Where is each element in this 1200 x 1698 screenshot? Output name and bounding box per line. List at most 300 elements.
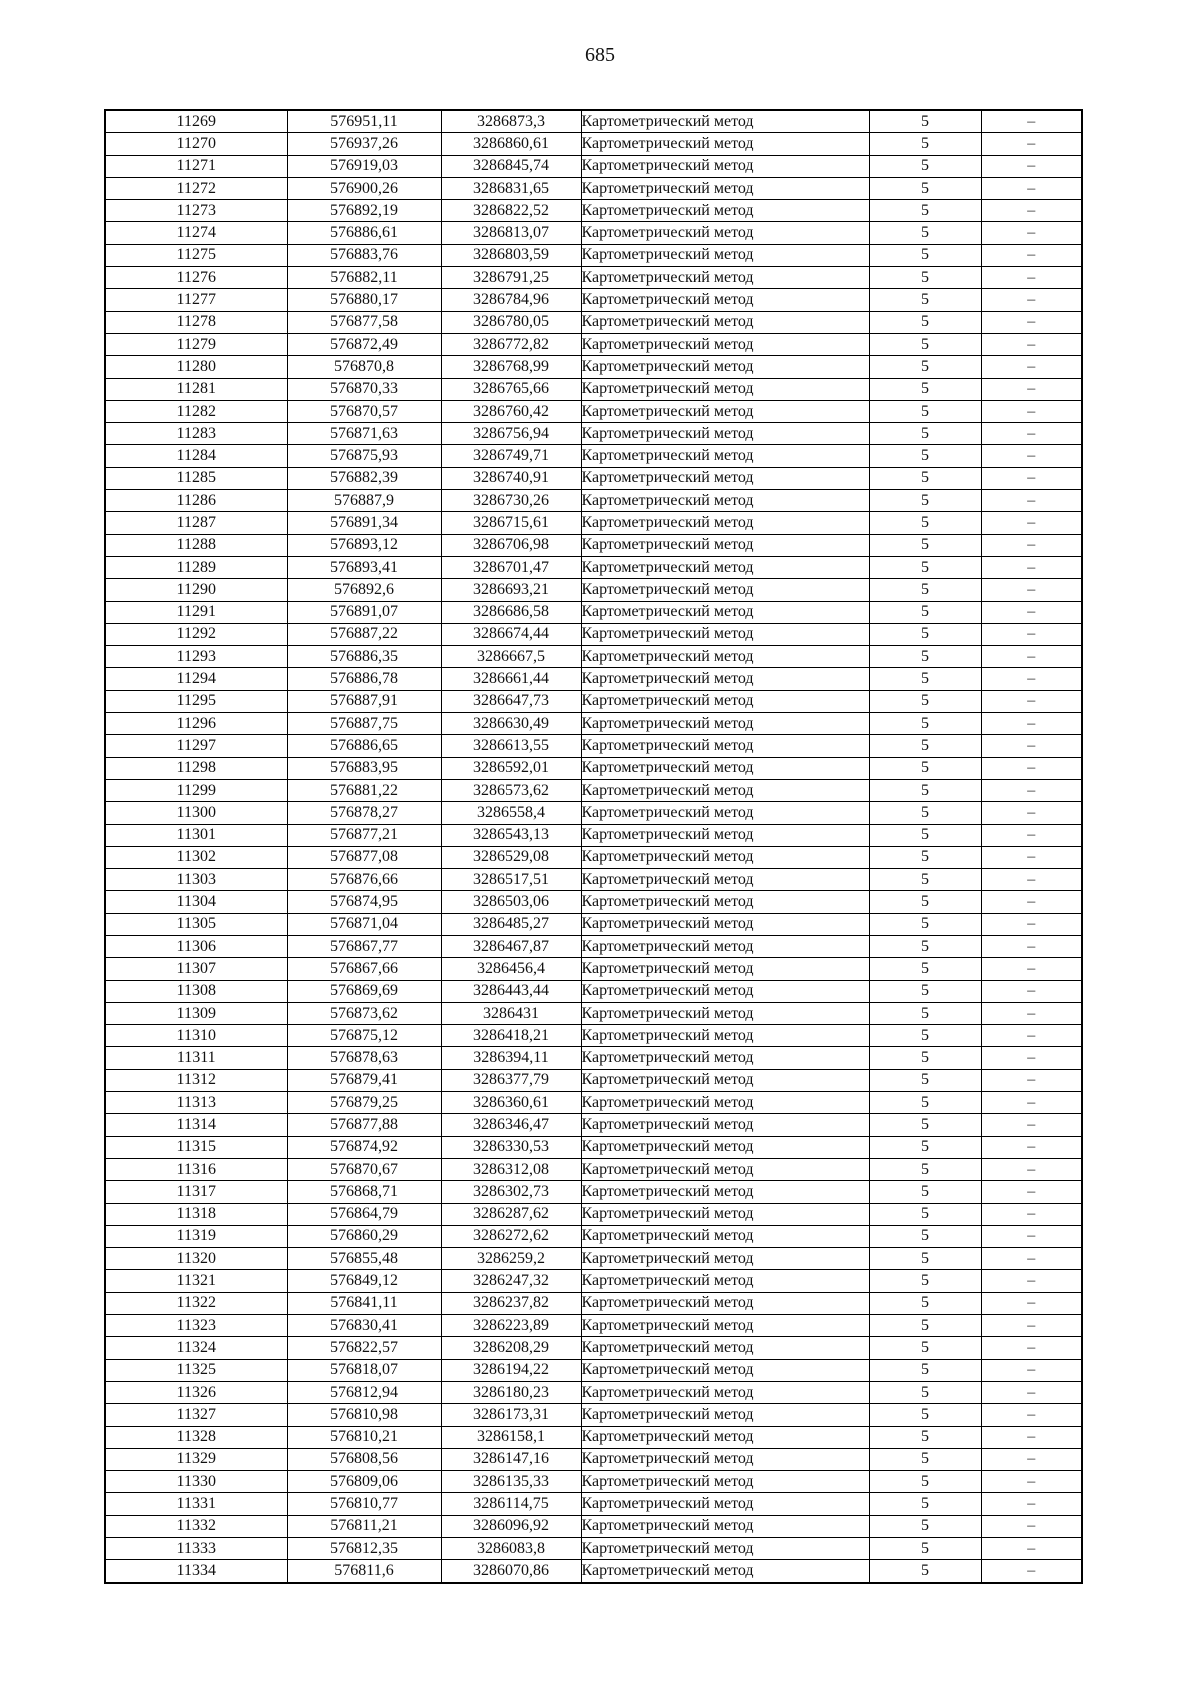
table-row <box>105 110 1082 133</box>
point-number-cell: 11276 <box>105 267 287 289</box>
accuracy-cell: 5 <box>869 1092 981 1114</box>
table-row <box>105 512 1082 534</box>
method-cell: Картометрический метод <box>581 1292 869 1314</box>
y-coordinate-cell: 3286194,22 <box>441 1359 581 1381</box>
method-cell: Картометрический метод <box>581 668 869 690</box>
y-coordinate-cell: 3286259,2 <box>441 1248 581 1270</box>
table-row <box>105 846 1082 868</box>
table-row <box>105 1292 1082 1314</box>
table-row <box>105 1337 1082 1359</box>
table-row <box>105 333 1082 355</box>
point-number-cell: 11294 <box>105 668 287 690</box>
point-number-cell: 11274 <box>105 222 287 244</box>
x-coordinate-cell: 576891,34 <box>287 512 441 534</box>
x-coordinate-cell: 576892,6 <box>287 579 441 601</box>
accuracy-cell: 5 <box>869 311 981 333</box>
accuracy-cell: 5 <box>869 423 981 445</box>
method-cell: Картометрический метод <box>581 869 869 891</box>
table-row <box>105 200 1082 222</box>
table-row <box>105 1225 1082 1247</box>
x-coordinate-cell: 576937,26 <box>287 133 441 155</box>
accuracy-cell: 5 <box>869 1538 981 1560</box>
y-coordinate-cell: 3286543,13 <box>441 824 581 846</box>
note-cell: – <box>981 779 1082 801</box>
method-cell: Картометрический метод <box>581 356 869 378</box>
note-cell: – <box>981 824 1082 846</box>
x-coordinate-cell: 576880,17 <box>287 289 441 311</box>
note-cell: – <box>981 1203 1082 1225</box>
method-cell: Картометрический метод <box>581 690 869 712</box>
x-coordinate-cell: 576900,26 <box>287 177 441 199</box>
x-coordinate-cell: 576951,11 <box>287 110 441 133</box>
note-cell: – <box>981 1158 1082 1180</box>
note-cell: – <box>981 713 1082 735</box>
method-cell: Картометрический метод <box>581 222 869 244</box>
point-number-cell: 11319 <box>105 1225 287 1247</box>
y-coordinate-cell: 3286394,11 <box>441 1047 581 1069</box>
table-row <box>105 1515 1082 1537</box>
accuracy-cell: 5 <box>869 1248 981 1270</box>
point-number-cell: 11271 <box>105 155 287 177</box>
x-coordinate-cell: 576879,25 <box>287 1092 441 1114</box>
table-row <box>105 133 1082 155</box>
x-coordinate-cell: 576879,41 <box>287 1069 441 1091</box>
note-cell: – <box>981 1136 1082 1158</box>
y-coordinate-cell: 3286287,62 <box>441 1203 581 1225</box>
table-row <box>105 400 1082 422</box>
table-row <box>105 177 1082 199</box>
accuracy-cell: 5 <box>869 512 981 534</box>
x-coordinate-cell: 576875,93 <box>287 445 441 467</box>
method-cell: Картометрический метод <box>581 980 869 1002</box>
x-coordinate-cell: 576883,95 <box>287 757 441 779</box>
method-cell: Картометрический метод <box>581 445 869 467</box>
table-row <box>105 891 1082 913</box>
accuracy-cell: 5 <box>869 846 981 868</box>
table-row <box>105 757 1082 779</box>
y-coordinate-cell: 3286784,96 <box>441 289 581 311</box>
x-coordinate-cell: 576870,57 <box>287 400 441 422</box>
x-coordinate-cell: 576877,21 <box>287 824 441 846</box>
point-number-cell: 11303 <box>105 869 287 891</box>
method-cell: Картометрический метод <box>581 333 869 355</box>
table-row <box>105 913 1082 935</box>
method-cell: Картометрический метод <box>581 1114 869 1136</box>
note-cell: – <box>981 423 1082 445</box>
x-coordinate-cell: 576877,08 <box>287 846 441 868</box>
method-cell: Картометрический метод <box>581 1136 869 1158</box>
point-number-cell: 11297 <box>105 735 287 757</box>
point-number-cell: 11332 <box>105 1515 287 1537</box>
x-coordinate-cell: 576830,41 <box>287 1315 441 1337</box>
note-cell: – <box>981 891 1082 913</box>
note-cell: – <box>981 601 1082 623</box>
accuracy-cell: 5 <box>869 1560 981 1583</box>
point-number-cell: 11280 <box>105 356 287 378</box>
y-coordinate-cell: 3286096,92 <box>441 1515 581 1537</box>
method-cell: Картометрический метод <box>581 1069 869 1091</box>
method-cell: Картометрический метод <box>581 891 869 913</box>
accuracy-cell: 5 <box>869 244 981 266</box>
x-coordinate-cell: 576887,91 <box>287 690 441 712</box>
method-cell: Картометрический метод <box>581 713 869 735</box>
x-coordinate-cell: 576886,61 <box>287 222 441 244</box>
x-coordinate-cell: 576876,66 <box>287 869 441 891</box>
x-coordinate-cell: 576877,88 <box>287 1114 441 1136</box>
accuracy-cell: 5 <box>869 534 981 556</box>
y-coordinate-cell: 3286706,98 <box>441 534 581 556</box>
table-row <box>105 445 1082 467</box>
x-coordinate-cell: 576873,62 <box>287 1002 441 1024</box>
note-cell: – <box>981 1002 1082 1024</box>
y-coordinate-cell: 3286443,44 <box>441 980 581 1002</box>
accuracy-cell: 5 <box>869 690 981 712</box>
point-number-cell: 11298 <box>105 757 287 779</box>
point-number-cell: 11269 <box>105 110 287 133</box>
method-cell: Картометрический метод <box>581 735 869 757</box>
note-cell: – <box>981 556 1082 578</box>
accuracy-cell: 5 <box>869 980 981 1002</box>
method-cell: Картометрический метод <box>581 200 869 222</box>
point-number-cell: 11287 <box>105 512 287 534</box>
accuracy-cell: 5 <box>869 1136 981 1158</box>
accuracy-cell: 5 <box>869 177 981 199</box>
table-row <box>105 289 1082 311</box>
table-row <box>105 1181 1082 1203</box>
accuracy-cell: 5 <box>869 913 981 935</box>
note-cell: – <box>981 757 1082 779</box>
accuracy-cell: 5 <box>869 1225 981 1247</box>
x-coordinate-cell: 576887,22 <box>287 623 441 645</box>
table-row <box>105 1471 1082 1493</box>
accuracy-cell: 5 <box>869 556 981 578</box>
table-row <box>105 1538 1082 1560</box>
y-coordinate-cell: 3286715,61 <box>441 512 581 534</box>
table-row <box>105 1136 1082 1158</box>
method-cell: Картометрический метод <box>581 1560 869 1583</box>
y-coordinate-cell: 3286330,53 <box>441 1136 581 1158</box>
accuracy-cell: 5 <box>869 445 981 467</box>
accuracy-cell: 5 <box>869 713 981 735</box>
note-cell: – <box>981 646 1082 668</box>
y-coordinate-cell: 3286083,8 <box>441 1538 581 1560</box>
method-cell: Картометрический метод <box>581 1404 869 1426</box>
point-number-cell: 11273 <box>105 200 287 222</box>
x-coordinate-cell: 576874,92 <box>287 1136 441 1158</box>
method-cell: Картометрический метод <box>581 155 869 177</box>
method-cell: Картометрический метод <box>581 110 869 133</box>
note-cell: – <box>981 333 1082 355</box>
accuracy-cell: 5 <box>869 1381 981 1403</box>
y-coordinate-cell: 3286686,58 <box>441 601 581 623</box>
x-coordinate-cell: 576877,58 <box>287 311 441 333</box>
x-coordinate-cell: 576882,11 <box>287 267 441 289</box>
table-row <box>105 1404 1082 1426</box>
method-cell: Картометрический метод <box>581 267 869 289</box>
y-coordinate-cell: 3286223,89 <box>441 1315 581 1337</box>
note-cell: – <box>981 356 1082 378</box>
accuracy-cell: 5 <box>869 802 981 824</box>
method-cell: Картометрический метод <box>581 311 869 333</box>
y-coordinate-cell: 3286661,44 <box>441 668 581 690</box>
method-cell: Картометрический метод <box>581 1538 869 1560</box>
note-cell: – <box>981 1448 1082 1470</box>
point-number-cell: 11334 <box>105 1560 287 1583</box>
table-row <box>105 311 1082 333</box>
table-row <box>105 1025 1082 1047</box>
method-cell: Картометрический метод <box>581 1248 869 1270</box>
x-coordinate-cell: 576870,8 <box>287 356 441 378</box>
y-coordinate-cell: 3286749,71 <box>441 445 581 467</box>
y-coordinate-cell: 3286529,08 <box>441 846 581 868</box>
method-cell: Картометрический метод <box>581 177 869 199</box>
table-row <box>105 1047 1082 1069</box>
y-coordinate-cell: 3286237,82 <box>441 1292 581 1314</box>
method-cell: Картометрический метод <box>581 1315 869 1337</box>
point-number-cell: 11325 <box>105 1359 287 1381</box>
point-number-cell: 11272 <box>105 177 287 199</box>
method-cell: Картометрический метод <box>581 601 869 623</box>
y-coordinate-cell: 3286360,61 <box>441 1092 581 1114</box>
coordinates-table <box>104 109 1083 1584</box>
point-number-cell: 11317 <box>105 1181 287 1203</box>
accuracy-cell: 5 <box>869 133 981 155</box>
note-cell: – <box>981 802 1082 824</box>
accuracy-cell: 5 <box>869 1493 981 1515</box>
method-cell: Картометрический метод <box>581 913 869 935</box>
y-coordinate-cell: 3286592,01 <box>441 757 581 779</box>
table-row <box>105 1114 1082 1136</box>
note-cell: – <box>981 958 1082 980</box>
accuracy-cell: 5 <box>869 1158 981 1180</box>
note-cell: – <box>981 1426 1082 1448</box>
y-coordinate-cell: 3286180,23 <box>441 1381 581 1403</box>
accuracy-cell: 5 <box>869 1047 981 1069</box>
note-cell: – <box>981 1538 1082 1560</box>
point-number-cell: 11293 <box>105 646 287 668</box>
y-coordinate-cell: 3286208,29 <box>441 1337 581 1359</box>
table-row <box>105 378 1082 400</box>
point-number-cell: 11292 <box>105 623 287 645</box>
note-cell: – <box>981 534 1082 556</box>
x-coordinate-cell: 576809,06 <box>287 1471 441 1493</box>
point-number-cell: 11275 <box>105 244 287 266</box>
note-cell: – <box>981 1493 1082 1515</box>
note-cell: – <box>981 1047 1082 1069</box>
accuracy-cell: 5 <box>869 1515 981 1537</box>
point-number-cell: 11307 <box>105 958 287 980</box>
method-cell: Картометрический метод <box>581 623 869 645</box>
point-number-cell: 11295 <box>105 690 287 712</box>
accuracy-cell: 5 <box>869 1359 981 1381</box>
method-cell: Картометрический метод <box>581 1225 869 1247</box>
x-coordinate-cell: 576893,12 <box>287 534 441 556</box>
table-row <box>105 222 1082 244</box>
x-coordinate-cell: 576810,77 <box>287 1493 441 1515</box>
note-cell: – <box>981 1092 1082 1114</box>
point-number-cell: 11320 <box>105 1248 287 1270</box>
accuracy-cell: 5 <box>869 735 981 757</box>
note-cell: – <box>981 1181 1082 1203</box>
point-number-cell: 11306 <box>105 935 287 957</box>
page-number: 685 <box>585 44 615 66</box>
note-cell: – <box>981 1248 1082 1270</box>
point-number-cell: 11316 <box>105 1158 287 1180</box>
accuracy-cell: 5 <box>869 1471 981 1493</box>
table-row <box>105 713 1082 735</box>
accuracy-cell: 5 <box>869 824 981 846</box>
method-cell: Картометрический метод <box>581 467 869 489</box>
y-coordinate-cell: 3286418,21 <box>441 1025 581 1047</box>
x-coordinate-cell: 576870,67 <box>287 1158 441 1180</box>
point-number-cell: 11284 <box>105 445 287 467</box>
accuracy-cell: 5 <box>869 400 981 422</box>
table-row <box>105 1270 1082 1292</box>
note-cell: – <box>981 1560 1082 1583</box>
point-number-cell: 11318 <box>105 1203 287 1225</box>
method-cell: Картометрический метод <box>581 400 869 422</box>
note-cell: – <box>981 133 1082 155</box>
accuracy-cell: 5 <box>869 200 981 222</box>
x-coordinate-cell: 576887,9 <box>287 490 441 512</box>
method-cell: Картометрический метод <box>581 1181 869 1203</box>
method-cell: Картометрический метод <box>581 534 869 556</box>
y-coordinate-cell: 3286730,26 <box>441 490 581 512</box>
point-number-cell: 11326 <box>105 1381 287 1403</box>
method-cell: Картометрический метод <box>581 1270 869 1292</box>
accuracy-cell: 5 <box>869 356 981 378</box>
y-coordinate-cell: 3286503,06 <box>441 891 581 913</box>
x-coordinate-cell: 576867,77 <box>287 935 441 957</box>
note-cell: – <box>981 1381 1082 1403</box>
note-cell: – <box>981 980 1082 1002</box>
table-row <box>105 1560 1082 1583</box>
accuracy-cell: 5 <box>869 601 981 623</box>
note-cell: – <box>981 1315 1082 1337</box>
note-cell: – <box>981 1270 1082 1292</box>
note-cell: – <box>981 690 1082 712</box>
y-coordinate-cell: 3286158,1 <box>441 1426 581 1448</box>
y-coordinate-cell: 3286135,33 <box>441 1471 581 1493</box>
x-coordinate-cell: 576871,04 <box>287 913 441 935</box>
note-cell: – <box>981 400 1082 422</box>
method-cell: Картометрический метод <box>581 1448 869 1470</box>
x-coordinate-cell: 576893,41 <box>287 556 441 578</box>
x-coordinate-cell: 576875,12 <box>287 1025 441 1047</box>
accuracy-cell: 5 <box>869 1114 981 1136</box>
point-number-cell: 11283 <box>105 423 287 445</box>
y-coordinate-cell: 3286873,3 <box>441 110 581 133</box>
x-coordinate-cell: 576887,75 <box>287 713 441 735</box>
method-cell: Картометрический метод <box>581 1337 869 1359</box>
y-coordinate-cell: 3286346,47 <box>441 1114 581 1136</box>
table-row <box>105 1248 1082 1270</box>
x-coordinate-cell: 576874,95 <box>287 891 441 913</box>
coordinates-table-body <box>105 110 1082 1583</box>
point-number-cell: 11279 <box>105 333 287 355</box>
accuracy-cell: 5 <box>869 891 981 913</box>
note-cell: – <box>981 110 1082 133</box>
accuracy-cell: 5 <box>869 757 981 779</box>
point-number-cell: 11288 <box>105 534 287 556</box>
table-row <box>105 824 1082 846</box>
y-coordinate-cell: 3286701,47 <box>441 556 581 578</box>
accuracy-cell: 5 <box>869 1426 981 1448</box>
table-row <box>105 869 1082 891</box>
accuracy-cell: 5 <box>869 869 981 891</box>
accuracy-cell: 5 <box>869 1404 981 1426</box>
point-number-cell: 11330 <box>105 1471 287 1493</box>
point-number-cell: 11289 <box>105 556 287 578</box>
accuracy-cell: 5 <box>869 668 981 690</box>
y-coordinate-cell: 3286630,49 <box>441 713 581 735</box>
x-coordinate-cell: 576812,94 <box>287 1381 441 1403</box>
x-coordinate-cell: 576867,66 <box>287 958 441 980</box>
x-coordinate-cell: 576891,07 <box>287 601 441 623</box>
x-coordinate-cell: 576878,63 <box>287 1047 441 1069</box>
accuracy-cell: 5 <box>869 289 981 311</box>
method-cell: Картометрический метод <box>581 378 869 400</box>
table-row <box>105 1203 1082 1225</box>
x-coordinate-cell: 576811,21 <box>287 1515 441 1537</box>
point-number-cell: 11312 <box>105 1069 287 1091</box>
note-cell: – <box>981 311 1082 333</box>
table-row <box>105 1381 1082 1403</box>
x-coordinate-cell: 576810,98 <box>287 1404 441 1426</box>
point-number-cell: 11311 <box>105 1047 287 1069</box>
x-coordinate-cell: 576860,29 <box>287 1225 441 1247</box>
y-coordinate-cell: 3286377,79 <box>441 1069 581 1091</box>
method-cell: Картометрический метод <box>581 1025 869 1047</box>
note-cell: – <box>981 244 1082 266</box>
y-coordinate-cell: 3286740,91 <box>441 467 581 489</box>
method-cell: Картометрический метод <box>581 646 869 668</box>
accuracy-cell: 5 <box>869 1069 981 1091</box>
table-row <box>105 356 1082 378</box>
note-cell: – <box>981 1359 1082 1381</box>
accuracy-cell: 5 <box>869 267 981 289</box>
note-cell: – <box>981 1069 1082 1091</box>
table-row <box>105 556 1082 578</box>
x-coordinate-cell: 576810,21 <box>287 1426 441 1448</box>
y-coordinate-cell: 3286772,82 <box>441 333 581 355</box>
point-number-cell: 11302 <box>105 846 287 868</box>
accuracy-cell: 5 <box>869 1270 981 1292</box>
point-number-cell: 11324 <box>105 1337 287 1359</box>
accuracy-cell: 5 <box>869 155 981 177</box>
y-coordinate-cell: 3286613,55 <box>441 735 581 757</box>
table-row <box>105 802 1082 824</box>
x-coordinate-cell: 576919,03 <box>287 155 441 177</box>
method-cell: Картометрический метод <box>581 846 869 868</box>
x-coordinate-cell: 576886,78 <box>287 668 441 690</box>
x-coordinate-cell: 576886,35 <box>287 646 441 668</box>
note-cell: – <box>981 1114 1082 1136</box>
method-cell: Картометрический метод <box>581 1471 869 1493</box>
note-cell: – <box>981 1404 1082 1426</box>
y-coordinate-cell: 3286247,32 <box>441 1270 581 1292</box>
x-coordinate-cell: 576811,6 <box>287 1560 441 1583</box>
y-coordinate-cell: 3286302,73 <box>441 1181 581 1203</box>
method-cell: Картометрический метод <box>581 1047 869 1069</box>
note-cell: – <box>981 267 1082 289</box>
point-number-cell: 11305 <box>105 913 287 935</box>
x-coordinate-cell: 576892,19 <box>287 200 441 222</box>
y-coordinate-cell: 3286070,86 <box>441 1560 581 1583</box>
y-coordinate-cell: 3286756,94 <box>441 423 581 445</box>
method-cell: Картометрический метод <box>581 779 869 801</box>
accuracy-cell: 5 <box>869 333 981 355</box>
